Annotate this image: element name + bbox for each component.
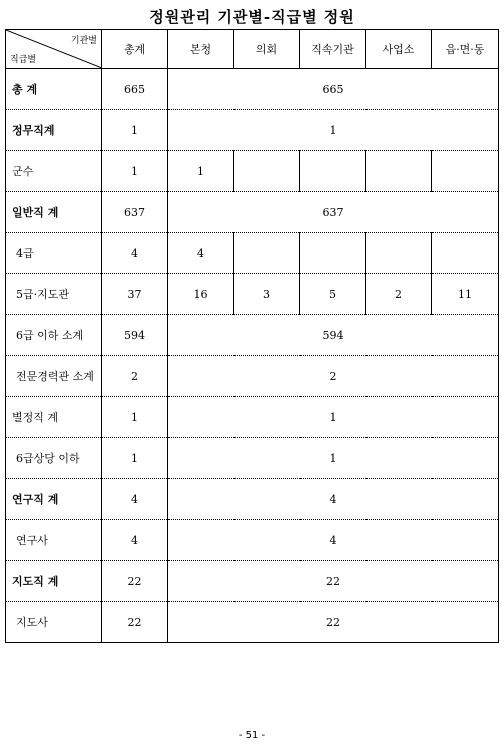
data-cell: 5 — [300, 274, 366, 315]
column-header: 본청 — [168, 30, 234, 69]
merged-cell: 665 — [168, 69, 499, 110]
table-row — [6, 397, 499, 438]
table-row — [6, 520, 499, 561]
merged-cell: 594 — [168, 315, 499, 356]
data-cell — [366, 151, 432, 192]
table-row — [6, 69, 499, 110]
row-label: 지도사 — [6, 602, 102, 643]
column-header: 읍·면·동 — [432, 30, 499, 69]
column-header: 직속기관 — [300, 30, 366, 69]
total-cell: 4 — [102, 479, 168, 520]
staffing-table — [5, 29, 499, 643]
table-row — [6, 151, 499, 192]
data-cell — [432, 233, 499, 274]
row-label: 연구직 계 — [6, 479, 102, 520]
row-label: 정무직계 — [6, 110, 102, 151]
data-cell: 16 — [168, 274, 234, 315]
table-row — [6, 110, 499, 151]
data-cell: 2 — [366, 274, 432, 315]
row-label: 5급·지도관 — [6, 274, 102, 315]
row-label: 군수 — [6, 151, 102, 192]
merged-cell: 1 — [168, 110, 499, 151]
page-title: 정원관리 기관별-직급별 정원 — [149, 8, 355, 26]
row-label: 별정직 계 — [6, 397, 102, 438]
table-row — [6, 602, 499, 643]
table-header-row — [6, 30, 499, 69]
data-cell — [234, 151, 300, 192]
table-row — [6, 192, 499, 233]
column-header: 총계 — [102, 30, 168, 69]
column-header: 의회 — [234, 30, 300, 69]
total-cell: 2 — [102, 356, 168, 397]
data-cell: 1 — [168, 151, 234, 192]
total-cell: 1 — [102, 110, 168, 151]
merged-cell: 22 — [168, 602, 499, 643]
total-cell: 594 — [102, 315, 168, 356]
merged-cell: 1 — [168, 397, 499, 438]
data-cell: 11 — [432, 274, 499, 315]
merged-cell: 4 — [168, 479, 499, 520]
row-label: 6급상당 이하 — [6, 438, 102, 479]
data-cell: 4 — [168, 233, 234, 274]
total-cell: 37 — [102, 274, 168, 315]
table-row — [6, 233, 499, 274]
table-row — [6, 479, 499, 520]
data-cell — [300, 233, 366, 274]
total-cell: 22 — [102, 561, 168, 602]
data-cell: 3 — [234, 274, 300, 315]
merged-cell: 1 — [168, 438, 499, 479]
row-label: 총 계 — [6, 69, 102, 110]
total-cell: 1 — [102, 438, 168, 479]
total-cell: 637 — [102, 192, 168, 233]
table-row — [6, 438, 499, 479]
corner-top-label: 기관별 — [70, 36, 97, 46]
total-cell: 1 — [102, 397, 168, 438]
table-row — [6, 274, 499, 315]
table-row — [6, 356, 499, 397]
row-label: 6급 이하 소계 — [6, 315, 102, 356]
data-cell — [234, 233, 300, 274]
data-cell — [300, 151, 366, 192]
merged-cell: 4 — [168, 520, 499, 561]
table-row — [6, 315, 499, 356]
row-label: 연구사 — [6, 520, 102, 561]
total-cell: 665 — [102, 69, 168, 110]
row-label: 4급 — [6, 233, 102, 274]
table-row — [6, 561, 499, 602]
data-cell — [432, 151, 499, 192]
total-cell: 22 — [102, 602, 168, 643]
page-number: - 51 - — [238, 730, 266, 741]
total-cell: 1 — [102, 151, 168, 192]
row-label: 전문경력관 소계 — [6, 356, 102, 397]
merged-cell: 637 — [168, 192, 499, 233]
merged-cell: 2 — [168, 356, 499, 397]
total-cell: 4 — [102, 520, 168, 561]
total-cell: 4 — [102, 233, 168, 274]
row-label: 지도직 계 — [6, 561, 102, 602]
column-header: 사업소 — [366, 30, 432, 69]
corner-bottom-label: 직급별 — [10, 55, 37, 65]
data-cell — [366, 233, 432, 274]
corner-header-cell — [6, 30, 102, 69]
merged-cell: 22 — [168, 561, 499, 602]
row-label: 일반직 계 — [6, 192, 102, 233]
